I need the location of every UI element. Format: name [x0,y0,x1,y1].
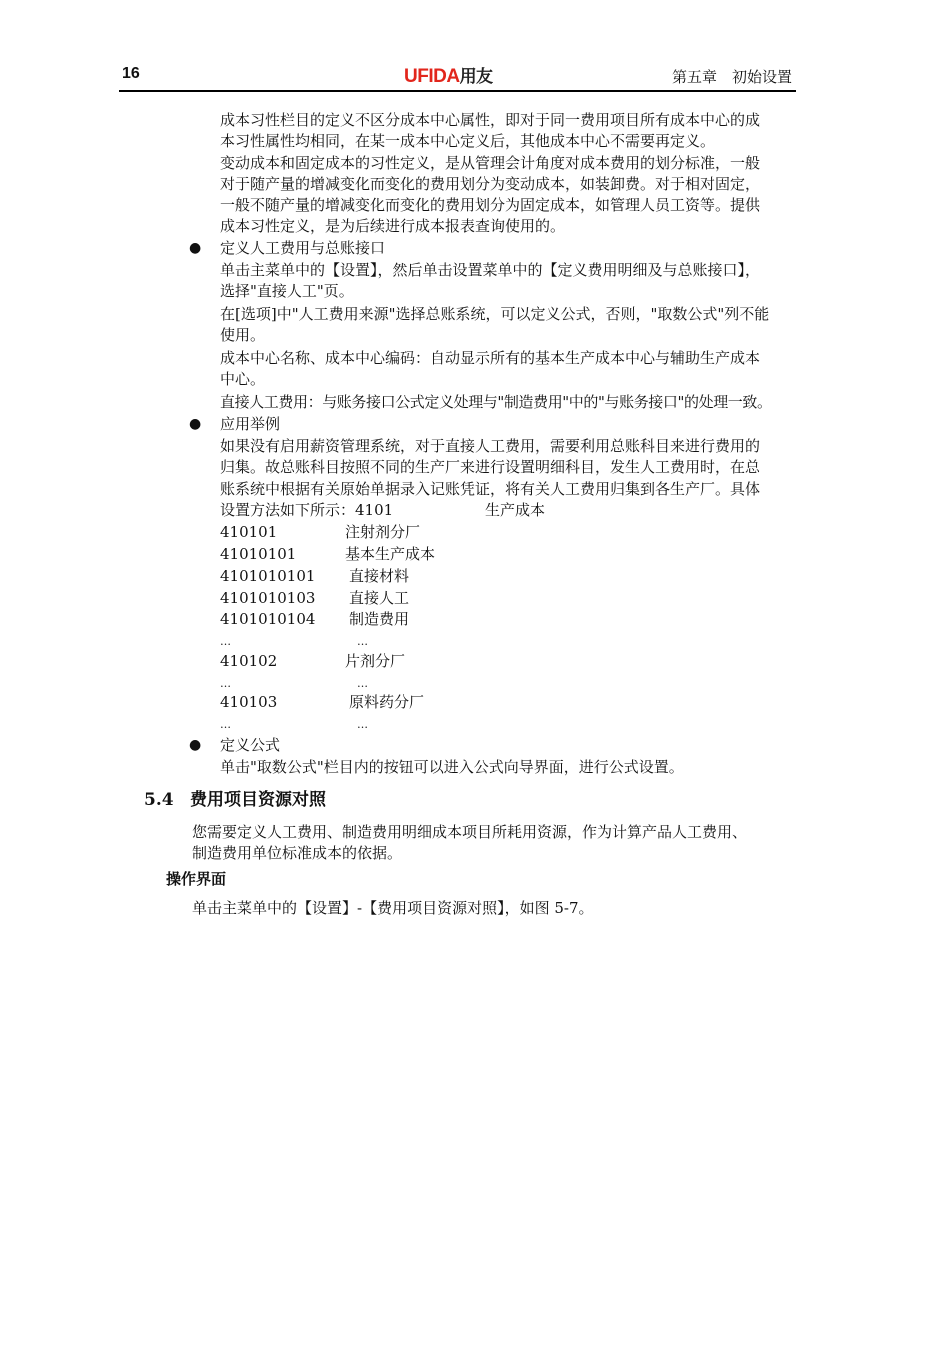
account-code: … [220,718,231,731]
page-number: 16 [122,65,140,82]
text-line: 选择"直接人工"页。 [220,282,354,300]
account-name: … [357,718,368,731]
text-line: 成本中心名称、成本中心编码：自动显示所有的基本生产成本中心与辅助生产成本 [220,349,761,367]
page-header [119,62,796,92]
bullet-icon: ● [189,240,202,256]
account-name: 直接材料 [349,567,410,585]
bullet-title: 定义公式 [220,736,281,754]
account-name: 直接人工 [349,589,410,607]
ufida-logo [404,62,493,88]
subsection-title: 操作界面 [166,870,227,888]
account-name: 片剂分厂 [345,652,406,670]
text-line: 变动成本和固定成本的习性定义，是从管理会计角度对成本费用的划分标准，一般 [220,154,761,172]
text-line: 成本习性栏目的定义不区分成本中心属性，即对于同一费用项目所有成本中心的成 [220,111,761,129]
text-line: 单击"取数公式"栏目内的按钮可以进入公式向导界面，进行公式设置。 [220,758,684,776]
text-line: 制造费用单位标准成本的依据。 [192,844,403,862]
section-title: 费用项目资源对照 [190,790,326,810]
account-code: 4101010103 [220,589,316,607]
text-line: 中心。 [220,370,266,388]
bullet-icon: ● [189,737,202,753]
account-code: 4101010104 [220,610,316,628]
text-line: 一般不随产量的增减变化而变化的费用划分为固定成本，如管理人员工资等。提供 [220,196,761,214]
text-line: 成本习性定义，是为后续进行成本报表查询使用的。 [220,217,566,235]
account-code: … [220,677,231,690]
account-name: … [357,677,368,690]
account-name: 原料药分厂 [349,693,425,711]
account-code: 4101010101 [220,567,316,585]
account-name: 制造费用 [349,610,410,628]
account-code: 410103 [220,693,278,711]
logo-latin: UFIDA [404,66,460,87]
account-name: … [357,635,368,648]
bullet-title: 应用举例 [220,415,281,433]
account-code: 410102 [220,652,278,670]
text-line: 账系统中根据有关原始单据录入记账凭证，将有关人工费用归集到各生产厂。具体 [220,480,761,498]
bullet-icon: ● [189,416,202,432]
account-name: 基本生产成本 [345,545,436,563]
text-line: 在[选项]中"人工费用来源"选择总账系统，可以定义公式，否则，"取数公式"列不能 [220,305,770,323]
section-number: 5.4 [144,790,174,810]
text-line: 归集。故总账科目按照不同的生产厂来进行设置明细科目，发生人工费用时，在总 [220,458,761,476]
logo-chinese: 用友 [459,67,493,86]
text-line: 使用。 [220,326,266,344]
account-code: … [220,635,231,648]
text-line: 直接人工费用：与账务接口公式定义处理与"制造费用"中的"与账务接口"的处理一致。 [220,393,772,411]
text-line: 单击主菜单中的【设置】，然后单击设置菜单中的【定义费用明细及与总账接口】， [220,261,761,279]
text-line: 本习性属性均相同，在某一成本中心定义后，其他成本中心不需要再定义。 [220,132,716,150]
text-line: 如果没有启用薪资管理系统，对于直接人工费用，需要利用总账科目来进行费用的 [220,437,761,455]
text-line: 单击主菜单中的【设置】-【费用项目资源对照】，如图 5-7。 [192,899,594,917]
text-line: 您需要定义人工费用、制造费用明细成本项目所耗用资源，作为计算产品人工费用、 [192,823,748,841]
account-name: 生产成本 [485,501,546,519]
bullet-title: 定义人工费用与总账接口 [220,239,386,257]
account-code: 41010101 [220,545,297,563]
account-name: 注射剂分厂 [345,523,421,541]
account-code: 410101 [220,523,278,541]
text-line: 对于随产量的增减变化而变化的费用划分为变动成本，如装卸费。对于相对固定， [220,175,761,193]
text-line: 设置方法如下所示：4101 [220,501,394,519]
chapter-title: 第五章 初始设置 [671,68,792,86]
